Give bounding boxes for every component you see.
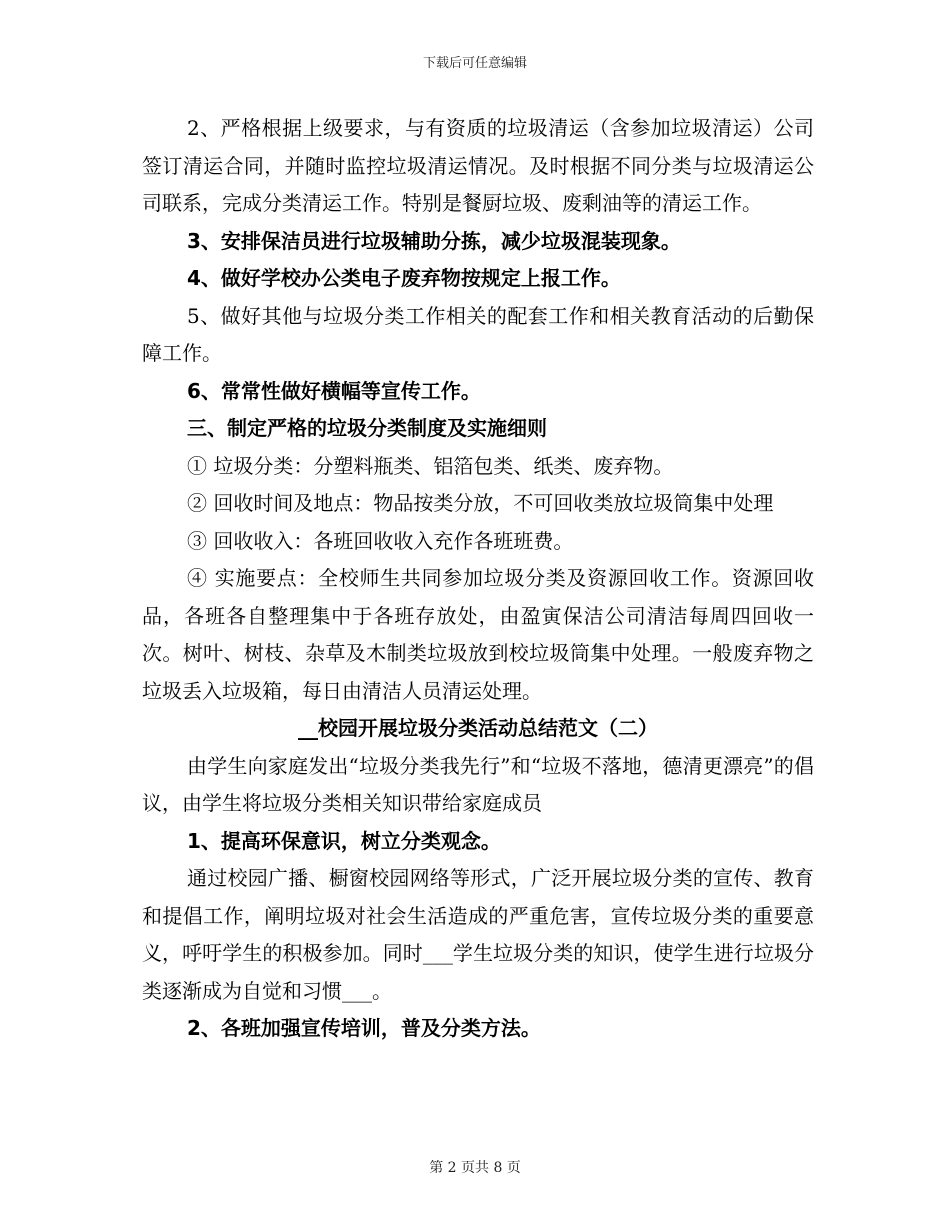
article-title: __校园开展垃圾分类活动总结范文（二）: [298, 716, 658, 740]
body-paragraph: 通过校园广播、橱窗校园网络等形式，广泛开展垃圾分类的宣传、教育和提倡工作，阐明垃圾对社会生活造成的严重危害，宣传垃圾分类的重要意义，呼吁学生的积极参加。同时___学生垃圾分类的知识，使学生进行垃圾分类逐渐成为自觉和习惯___。: [142, 866, 814, 1003]
intro-paragraph: 由学生向家庭发出“垃圾分类我先行”和“垃圾不落地，德清更漂亮”的倡议，由学生将垃圾分类相关知识带给家庭成员: [142, 753, 814, 815]
header-note: 下载后可任意编辑: [422, 56, 527, 71]
subheading-2: 2、各班加强宣传培训，普及分类方法。: [187, 1016, 541, 1040]
rule-item-2: ② 回收时间及地点：物品按类分放，不可回收类放垃圾筒集中处理: [187, 491, 774, 515]
subheading-1: 1、提高环保意识，树立分类观念。: [187, 828, 501, 853]
paragraph-item-4: 4、做好学校办公类电子废弃物按规定上报工作。: [187, 266, 621, 290]
paragraph-item-6: 6、常常性做好横幅等宣传工作。: [187, 378, 481, 403]
section-heading-3: 三、制定严格的垃圾分类制度及实施细则: [187, 416, 547, 440]
rule-item-1: ① 垃圾分类：分塑料瓶类、铝箔包类、纸类、废弃物。: [187, 453, 674, 478]
rule-item-4: ④ 实施要点：全校师生共同参加垃圾分类及资源回收工作。资源回收品，各班各自整理集中于各班存放处，由盈寅保洁公司清洁每周四回收一次。树叶、树枝、杂草及木制类垃圾放到校垃圾筒集中处理。一般废弃物之垃圾丢入垃圾箱，每日由清洁人员清运处理。: [142, 566, 814, 703]
paragraph-item-3: 3、安排保洁员进行垃圾辅助分拣，减少垃圾混装现象。: [187, 228, 681, 253]
rule-item-3: ③ 回收收入：各班回收收入充作各班班费。: [187, 528, 574, 553]
paragraph-item-5: 5、做好其他与垃圾分类工作相关的配套工作和相关教育活动的后勤保障工作。: [142, 303, 814, 365]
paragraph-item-2: 2、严格根据上级要求，与有资质的垃圾清运（含参加垃圾清运）公司签订清运合同，并随时监控垃圾清运情况。及时根据不同分类与垃圾清运公司联系，完成分类清运工作。特别是餐厨垃圾、废剩油等的清运工作。: [142, 116, 814, 215]
document-body: [142, 110, 814, 1048]
page-number: 第 2 页共 8 页: [429, 1160, 521, 1176]
